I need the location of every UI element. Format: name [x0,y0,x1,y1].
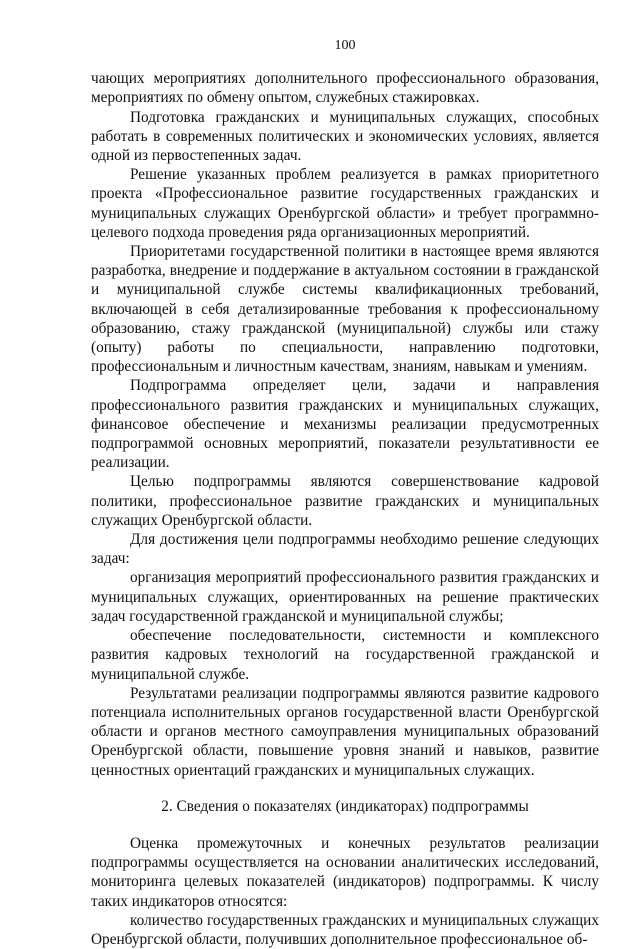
paragraph-task-2: обеспечение последовательности, системности и комплексного развития кадровых технологий на государственной гражданской и муниципальной службе. [91,627,599,683]
section-heading: 2. Сведения о показателях (индикаторах) подпрограммы [161,797,529,815]
paragraph-training: Подготовка гражданских и муниципальных служащих, способных работать в современных политических и экономических условиях, является одной из первостепенных задач. [91,108,599,165]
paragraph-priorities: Приоритетами государственной политики в настоящее время являются разработка, внедрение и поддержание в актуальном состоянии в гражданской и муниципальной службе системы квалификационных требований, включающей в себя детализированные требования к профессиональному образованию, стажу гражданской (муниципальной) службы или стажу (опыту) работы по специальности, направлению подготовки, профессиональным и личностным качествам, знаниям, навыкам и умениям. [91,243,599,376]
document-page [91,36,599,949]
paragraph-subprogram-defines: Подпрограмма определяет цели, задачи и направления профессионального развития гражданских и муниципальных служащих, финансовое обеспечение и механизмы реализации предусмотренных подпрограммой основных мероприятий, показатели результативности ее реализации. [91,377,599,472]
paragraph-indicator-1: количество государственных гражданских и муниципальных служащих Оренбургской области, получивших дополнительное профессиональное об- [91,911,599,948]
paragraph-goal: Целью подпрограммы являются совершенствование кадровой политики, профессиональное развитие гражданских и муниципальных служащих Оренбургской области. [91,473,599,529]
page-number: 100 [334,38,356,53]
paragraph-tasks-intro: Для достижения цели подпрограммы необходимо решение следующих задач: [91,531,599,568]
paragraph-evaluation: Оценка промежуточных и конечных результатов реализации подпрограммы осуществляется на основании аналитических исследований, мониторинга целевых показателей (индикаторов) подпрограммы. К числу таких индикаторов относятся: [91,834,599,910]
paragraph-solution: Решение указанных проблем реализуется в рамках приоритетного проекта «Профессиональное развитие государственных гражданских и муниципальных служащих Оренбургской области» и требует программно-целевого подхода проведения ряда организационных мероприятий. [91,166,599,241]
paragraph-task-1: организация мероприятий профессионального развития гражданских и муниципальных служащих, ориентированных на решение практических задач государственной гражданской и муниципальной службы; [91,569,599,625]
paragraph-continuation: чающих мероприятиях дополнительного профессионального образования, мероприятиях по обмену опытом, служебных стажировках. [91,70,599,107]
paragraph-results: Результатами реализации подпрограммы являются развитие кадрового потенциала исполнительных органов государственной власти Оренбургской области и органов местного самоуправления муниципальных образований Оренбургской области, повышение уровня знаний и навыков, развитие ценностных ориентаций гражданских и муниципальных служащих. [91,684,599,779]
